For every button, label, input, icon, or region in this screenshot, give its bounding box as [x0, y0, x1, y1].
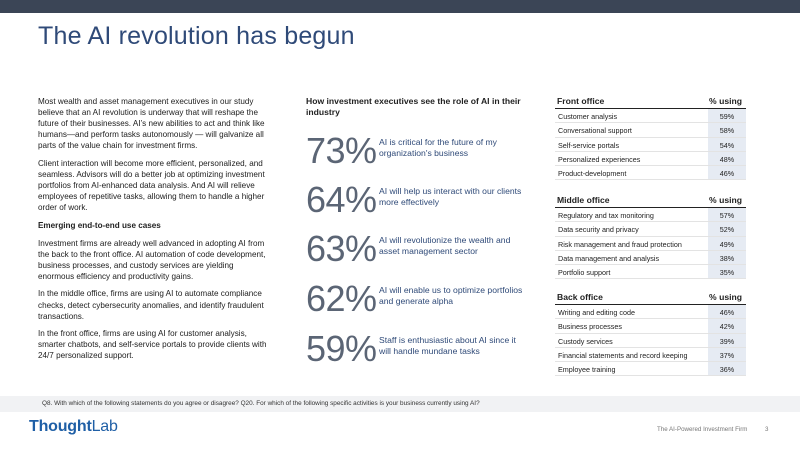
top-bar: [0, 0, 800, 13]
row-label: Portfolio support: [558, 268, 611, 278]
row-value: 59%: [708, 109, 746, 122]
subheading-use-cases: Emerging end-to-end use cases: [38, 220, 161, 230]
table-row: [555, 362, 746, 376]
table-header-label: Front office: [557, 96, 605, 106]
row-value: 49%: [708, 237, 746, 250]
thoughtlab-logo: [29, 418, 118, 436]
stat-description: AI will enable us to optimize portfolios and generate alpha: [379, 285, 523, 307]
middle-office-table: [555, 194, 746, 279]
row-label: Financial statements and record keeping: [558, 350, 688, 360]
table-row: [555, 334, 746, 348]
table-row: [555, 138, 746, 152]
table-row: [555, 251, 746, 265]
table-row: [555, 123, 746, 137]
table-row: [555, 222, 746, 236]
table-header: [555, 95, 746, 109]
row-label: Business processes: [558, 322, 622, 332]
row-value: 48%: [708, 152, 746, 165]
row-value: 57%: [708, 208, 746, 221]
stat-description: AI will help us interact with our clients more effectively: [379, 186, 522, 208]
stat-description: AI will revolutionize the wealth and asset management sector: [379, 235, 511, 257]
stat-percent: 63%: [306, 228, 377, 269]
page-title: The AI revolution has begun: [38, 22, 355, 50]
table-row: [555, 319, 746, 333]
paragraph-front-office: In the front office, firms are using AI for customer analysis, smarter chatbots, and self-service portals to provide clients with 24/7 personalized support.: [38, 329, 267, 361]
row-label: Customer analysis: [558, 112, 618, 121]
paragraph-middle-office: In the middle office, firms are using AI to automate compliance checks, detect cybersecurity anomalies, and identify fraudulent transactions.: [38, 289, 264, 321]
table-header: [555, 194, 746, 208]
stat-item: [306, 229, 526, 269]
table-header: [555, 291, 746, 305]
row-label: Personalized experiences: [558, 154, 641, 164]
table-row: [555, 265, 746, 279]
row-label: Conversational support: [558, 126, 632, 136]
stat-item: [306, 131, 526, 171]
table-header-label: Middle office: [557, 195, 610, 205]
stat-percent: 59%: [306, 328, 377, 369]
table-header-col: % using: [709, 96, 742, 106]
back-office-table: [555, 291, 746, 376]
table-row: [555, 305, 746, 319]
paragraph-adoption: Investment firms are already well advanced in adopting AI from the back to the front office. AI automation of code development, business processes, and custody services are yielding enormous efficiency and productivity gains.: [38, 238, 266, 281]
table-row: [555, 109, 746, 123]
footnote: Q8. With which of the following statements do you agree or disagree? Q20. For which of the following specific activities is your business currently using AI?: [42, 400, 480, 407]
page-number: 3: [765, 426, 769, 433]
row-value: 46%: [708, 166, 746, 179]
table-row: [555, 166, 746, 180]
row-label: Regulatory and tax monitoring: [558, 211, 654, 220]
table-header-col: % using: [709, 292, 742, 302]
table-header-label: Back office: [557, 292, 603, 302]
table-row: [555, 152, 746, 166]
table-row: [555, 208, 746, 222]
logo-text-bold: Thought: [29, 418, 92, 435]
row-value: 38%: [708, 251, 746, 264]
body-text: [38, 96, 270, 368]
row-label: Custody services: [558, 336, 613, 346]
row-label: Data security and privacy: [558, 225, 639, 235]
row-value: 46%: [708, 305, 746, 318]
paragraph-intro: Most wealth and asset management executives in our study believe that an AI revolution is underway that will reshape the future of their businesses. AI’s new abilities to act and think like humans—and perform tasks autonomously — will galvanize all parts of the value chain for investment firms.: [38, 97, 265, 151]
row-value: 58%: [708, 123, 746, 136]
row-value: 54%: [708, 138, 746, 151]
report-name: The AI-Powered Investment Firm: [657, 426, 748, 433]
table-row: [555, 348, 746, 362]
row-label: Employee training: [558, 365, 616, 375]
row-label: Product-development: [558, 169, 627, 179]
row-value: 39%: [708, 334, 746, 347]
row-value: 36%: [708, 362, 746, 375]
stat-item: [306, 279, 526, 319]
row-value: 42%: [708, 319, 746, 332]
stat-description: Staff is enthusiastic about AI since it will handle mundane tasks: [379, 335, 516, 357]
stat-percent: 64%: [306, 179, 377, 220]
row-value: 37%: [708, 348, 746, 361]
row-label: Writing and editing code: [558, 308, 635, 317]
stats-title: How investment executives see the role of AI in their industry: [306, 96, 521, 118]
table-header-col: % using: [709, 195, 742, 205]
stat-percent: 62%: [306, 278, 377, 319]
stat-item: [306, 180, 526, 220]
stat-percent: 73%: [306, 130, 377, 171]
stat-description: AI is critical for the future of my organization's business: [379, 137, 497, 159]
row-label: Self-service portals: [558, 140, 620, 150]
paragraph-client: Client interaction will become more efficient, personalized, and seamless. Advisors will do a better job at optimizing investment portfolios from AI-enhanced data analysis. And AI will relieve employees of repetitive tasks, allowing them to handle a higher order of work.: [38, 158, 265, 213]
row-value: 52%: [708, 222, 746, 235]
stats-panel: [306, 96, 526, 369]
row-value: 35%: [708, 265, 746, 278]
stat-item: [306, 329, 526, 369]
logo-text-light: Lab: [91, 418, 118, 435]
table-row: [555, 237, 746, 251]
row-label: Risk management and fraud protection: [558, 239, 682, 249]
row-label: Data management and analysis: [558, 253, 660, 263]
front-office-table: [555, 95, 746, 180]
